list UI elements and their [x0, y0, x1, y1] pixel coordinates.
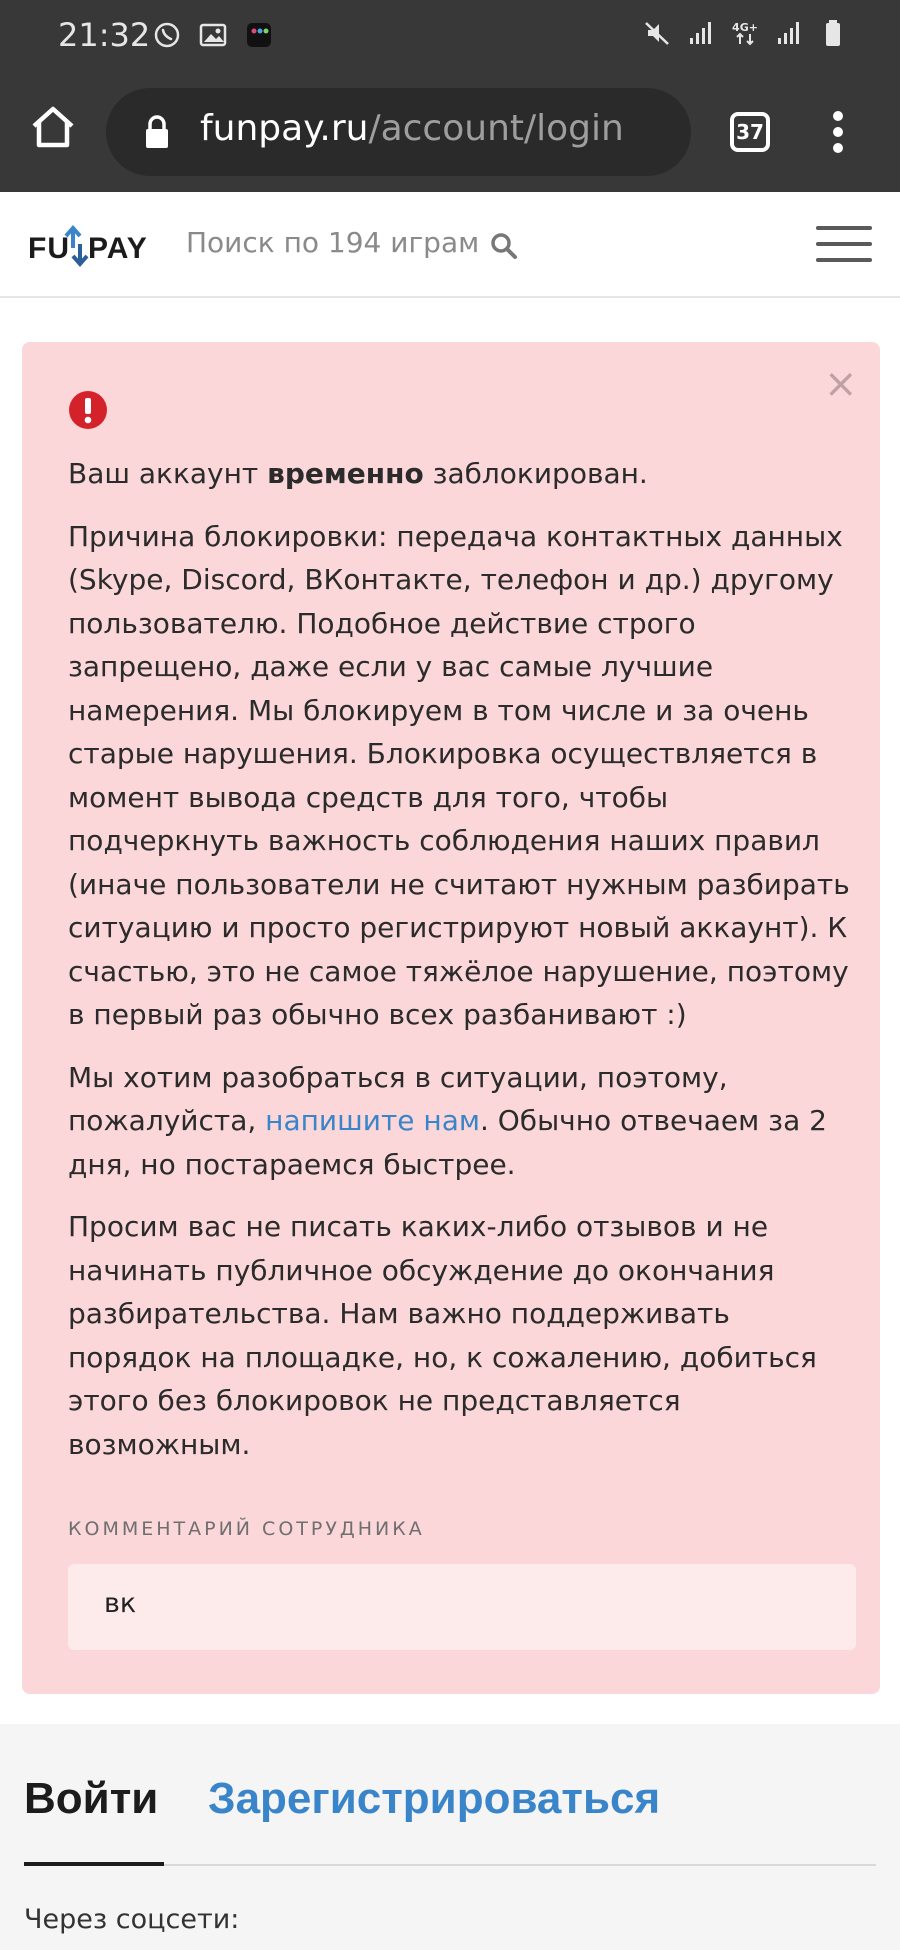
- staff-comment-label: КОММЕНТАРИЙ СОТРУДНИКА: [68, 1518, 425, 1540]
- url-path: /account/login: [368, 108, 624, 149]
- alert-contact: [68, 1056, 858, 1187]
- auth-section: [0, 1724, 900, 1950]
- mute-icon: [642, 18, 672, 48]
- hamburger-menu-icon[interactable]: [816, 226, 872, 262]
- whatsapp-icon: [152, 20, 182, 50]
- url-text: [200, 108, 624, 149]
- alert-contact-prefix: Мы хотим разобраться в ситуации, поэтому, пожалуйста,: [68, 1060, 728, 1137]
- write-us-link[interactable]: напишите нам: [265, 1104, 480, 1137]
- staff-comment-box: [68, 1564, 856, 1650]
- app-icon: [244, 20, 274, 50]
- funpay-logo[interactable]: [28, 222, 158, 270]
- gallery-icon: [198, 20, 228, 50]
- site-header: [0, 192, 900, 298]
- close-icon[interactable]: ×: [824, 361, 858, 407]
- tabs-count-button[interactable]: [730, 112, 770, 152]
- signal-icon: [774, 18, 804, 48]
- battery-icon: [818, 18, 848, 48]
- svg-text:FU: FU: [28, 232, 70, 265]
- alert-body: [68, 452, 858, 1485]
- staff-comment-text: вк: [104, 1588, 137, 1619]
- svg-text:4G+: 4G+: [732, 21, 758, 34]
- via-social-label: Через соцсети:: [24, 1904, 240, 1935]
- more-vert-icon[interactable]: [826, 108, 850, 156]
- site-search-input[interactable]: Поиск по 194 играм: [186, 226, 480, 259]
- alert-line1-suffix: заблокирован.: [423, 457, 648, 490]
- alert-request: Просим вас не писать каких-либо отзывов и не начинать публичное обсуждение до окончания разбирательства. Нам важно поддерживать порядок на площадке, но, к сожалению, добиться этого без блокировок не представляется возможным.: [68, 1210, 817, 1461]
- ban-alert: [22, 342, 880, 1694]
- tabs-count: 37: [736, 120, 764, 144]
- alert-reason: Причина блокировки: передача контактных данных (Skype, Discord, ВКонтакте, телефон и др.) другому пользователю. Подобное действие строго запрещено, даже если у вас самые лучшие намерения. Мы блокируем в том числе и за очень старые нарушения. Блокировка осуществляется в момент вывода средств для того, чтобы подчеркнуть важность соблюдения наших правил (иначе пользователи не считают нужным разбирать ситуацию и просто регистрируют новый аккаунт). К счастью, это не самое тяжёлое нарушение, поэтому в первый раз обычно всех разбанивают :): [68, 519, 850, 1031]
- status-time: 21:32: [58, 16, 151, 54]
- active-tab-underline: [24, 1862, 164, 1866]
- tab-register[interactable]: Зарегистрироваться: [208, 1774, 661, 1823]
- hamburger-line: [816, 258, 872, 262]
- address-bar: [0, 72, 900, 192]
- hamburger-line: [816, 242, 872, 246]
- alert-line1-bold: временно: [267, 457, 424, 490]
- status-right-icons: [642, 18, 848, 48]
- status-bar: [0, 0, 900, 72]
- hamburger-line: [816, 226, 872, 230]
- exclamation-icon: [68, 390, 108, 430]
- alert-line1: [68, 452, 858, 496]
- url-domain: funpay.ru: [200, 108, 369, 149]
- 4g-icon: [730, 18, 760, 48]
- search-icon[interactable]: [490, 232, 518, 260]
- home-icon[interactable]: [28, 102, 78, 152]
- signal-icon: [686, 18, 716, 48]
- lock-icon: [144, 114, 170, 150]
- browser-chrome: [0, 0, 900, 192]
- tab-login[interactable]: Войти: [24, 1774, 159, 1823]
- alert-contact-suffix: . Обычно отвечаем за 2 дня, но постараемся быстрее.: [68, 1104, 827, 1181]
- url-field[interactable]: [106, 88, 691, 176]
- status-left-icons: [152, 20, 274, 50]
- alert-line1-prefix: Ваш аккаунт: [68, 457, 268, 490]
- svg-text:PAY: PAY: [88, 232, 148, 265]
